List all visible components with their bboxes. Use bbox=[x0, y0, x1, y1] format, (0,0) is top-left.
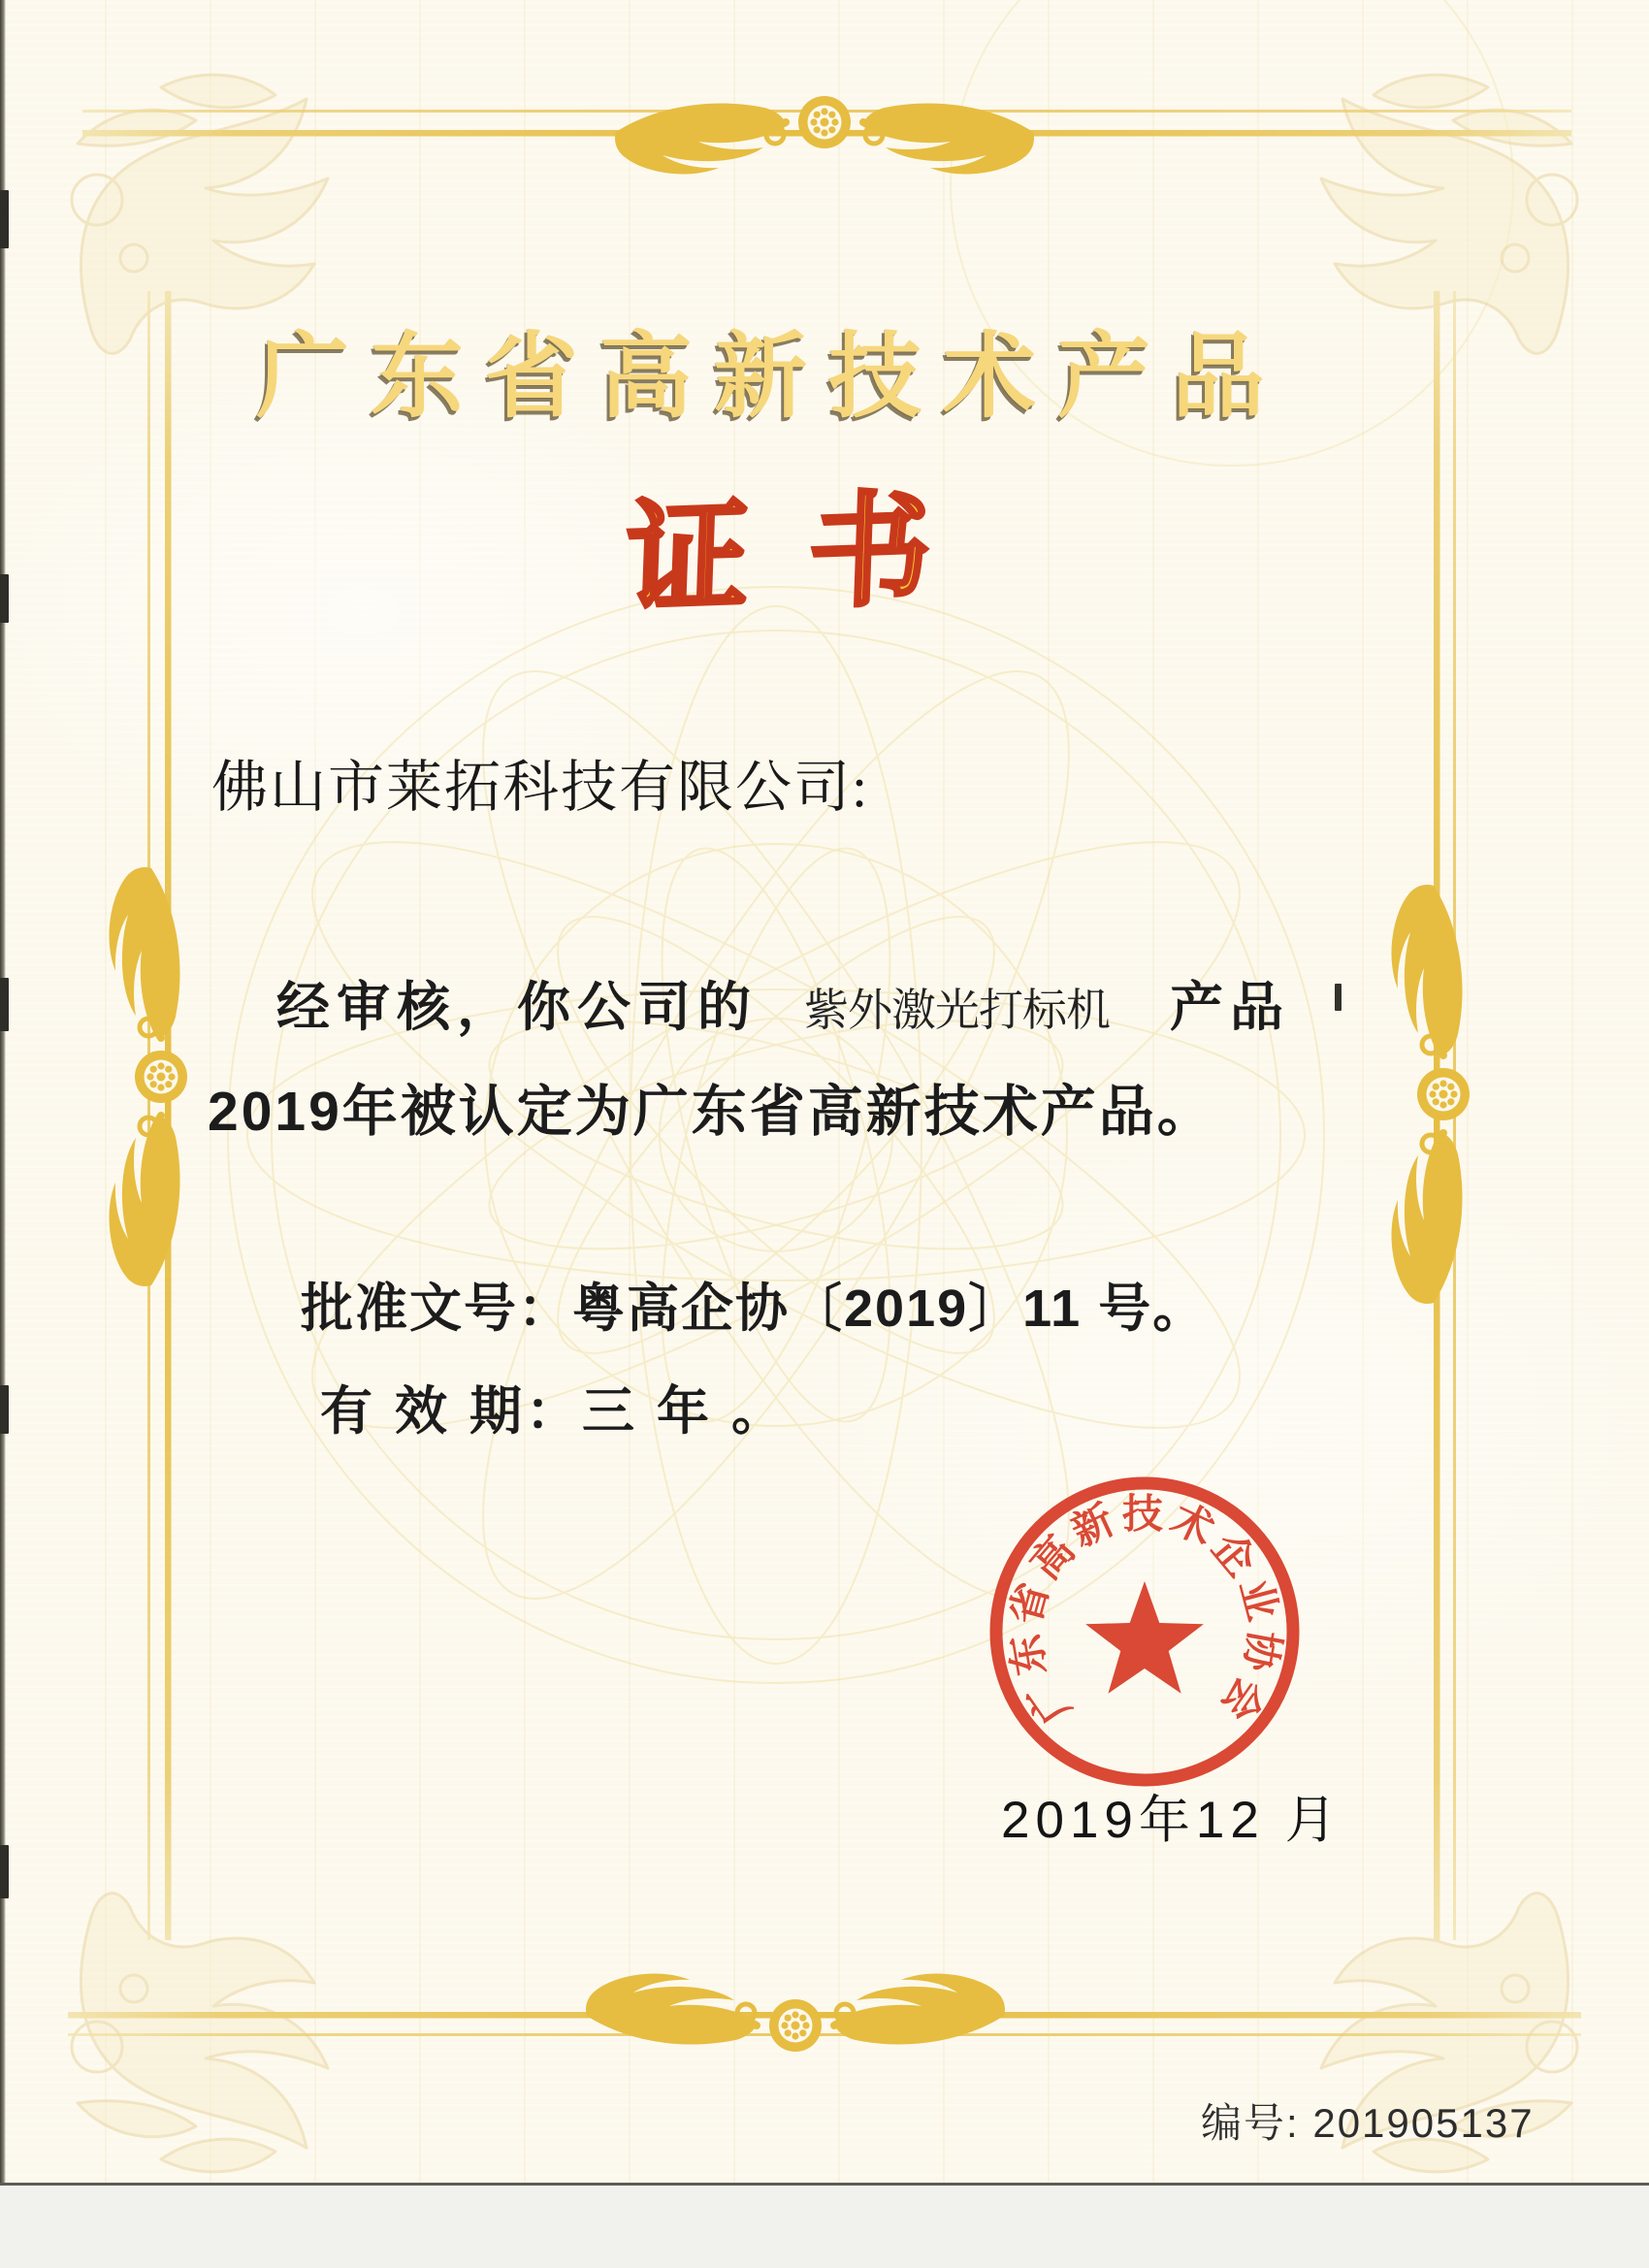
product-name: 紫外激光打标机 bbox=[804, 986, 1111, 1035]
body-line1-prefix: 经审核，你公司的 bbox=[276, 977, 759, 1037]
scan-dash bbox=[0, 574, 9, 623]
company-name: 佛山市莱拓科技有限公司: bbox=[211, 756, 870, 819]
serial-number-line bbox=[1201, 2091, 1535, 2150]
scan-speck bbox=[1335, 984, 1342, 1011]
seal-star-icon bbox=[1085, 1581, 1204, 1694]
validity-value: 三 年 。 bbox=[582, 1382, 789, 1441]
body-line1-suffix: 产品 bbox=[1170, 977, 1291, 1037]
serial-label: 编号: bbox=[1201, 2100, 1300, 2146]
scan-dash bbox=[0, 190, 9, 248]
scanner-background bbox=[0, 2186, 1649, 2268]
serial-value: 201905137 bbox=[1312, 2100, 1535, 2146]
validity-label: 有 效 期： bbox=[320, 1382, 583, 1441]
association-seal bbox=[949, 1436, 1341, 1828]
scan-dash bbox=[0, 1845, 9, 1898]
certificate-subtitle: 证书 bbox=[624, 481, 993, 630]
body-line-1 bbox=[276, 964, 1290, 1041]
scan-dash bbox=[0, 1385, 9, 1434]
border-left bbox=[110, 291, 187, 1940]
body-line-2: 2019年被认定为广东省高新技术产品。 bbox=[208, 1081, 1215, 1143]
approval-value: 粤高企协〔2019〕11 号。 bbox=[572, 1280, 1208, 1338]
approval-number-line bbox=[301, 1267, 1207, 1342]
validity-line bbox=[320, 1370, 788, 1444]
approval-label: 批准文号： bbox=[301, 1280, 572, 1338]
seal-text: 广东省高新技术企业协会 bbox=[1001, 1490, 1288, 1733]
certificate-title: 广东省高新技术产品 bbox=[256, 325, 1286, 429]
issue-date: 2019年12 月 bbox=[1001, 1792, 1342, 1849]
scan-dash bbox=[0, 978, 9, 1031]
border-right bbox=[1392, 291, 1470, 1940]
